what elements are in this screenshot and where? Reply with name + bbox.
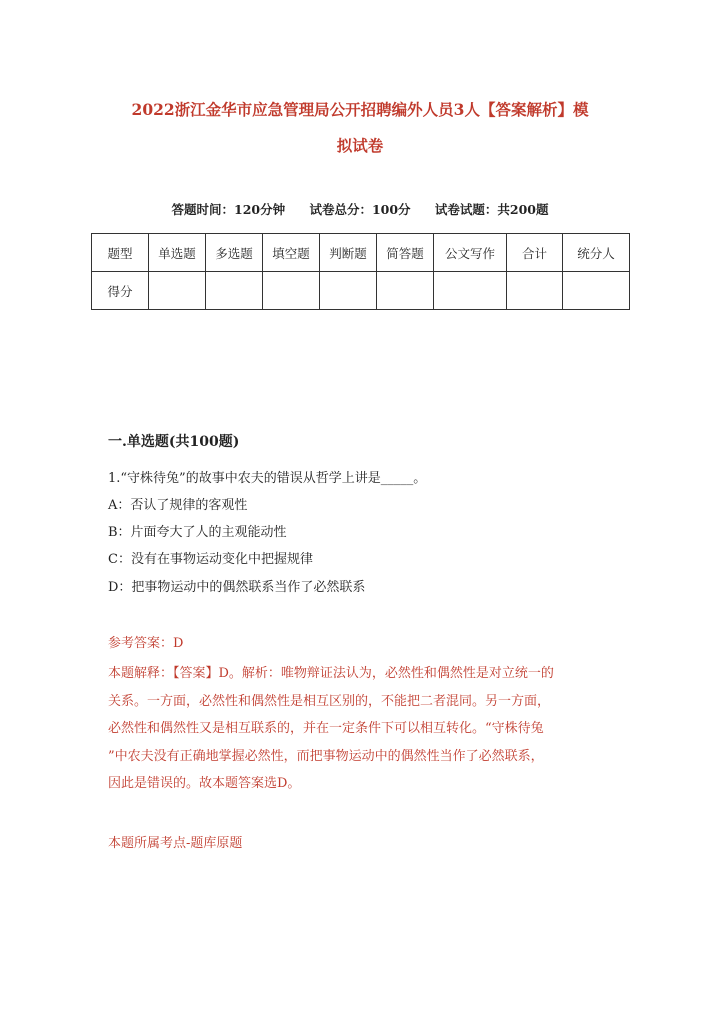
header-cell: 填空题 — [263, 234, 320, 272]
exam-time: 答题时间：120分钟 — [171, 202, 286, 217]
exam-total-score: 试卷总分：100分 — [309, 202, 411, 217]
score-cell — [263, 272, 320, 310]
score-table-header-row — [92, 234, 630, 272]
score-table — [91, 233, 630, 310]
question-stem: 1.“守株待兔”的故事中农夫的错误从哲学上讲是_____。 — [108, 471, 427, 486]
score-row-label: 得分 — [92, 272, 149, 310]
header-cell: 多选题 — [206, 234, 263, 272]
title-line-2: 拟试卷 — [336, 136, 384, 155]
section-title: 一.单选题(共100题) — [108, 434, 240, 450]
option-a: A：否认了规律的客观性 — [108, 498, 248, 513]
score-cell — [206, 272, 263, 310]
option-c: C：没有在事物运动变化中把握规律 — [108, 552, 313, 567]
score-cell — [320, 272, 377, 310]
explanation-line: 必然性和偶然性又是相互联系的，并在一定条件下可以相互转化。“守株待兔 — [108, 721, 544, 736]
explanation — [108, 660, 612, 798]
option-d: D：把事物运动中的偶然联系当作了必然联系 — [108, 580, 366, 595]
score-cell — [434, 272, 507, 310]
header-cell: 公文写作 — [434, 234, 507, 272]
explanation-line: 本题解释：【答案】D。解析：唯物辩证法认为，必然性和偶然性是对立统一的 — [108, 666, 554, 681]
option-b: B：片面夸大了人的主观能动性 — [108, 525, 287, 540]
header-cell: 简答题 — [377, 234, 434, 272]
score-table-score-row — [92, 272, 630, 310]
exam-question-count: 试卷试题：共200题 — [434, 202, 549, 217]
header-cell: 题型 — [92, 234, 149, 272]
header-cell: 单选题 — [149, 234, 206, 272]
header-cell: 统分人 — [563, 234, 630, 272]
explanation-line: 关系。一方面，必然性和偶然性是相互区别的，不能把二者混同。另一方面， — [108, 693, 551, 709]
score-cell — [507, 272, 563, 310]
score-cell — [149, 272, 206, 310]
exam-meta — [0, 200, 720, 218]
score-cell — [563, 272, 630, 310]
page-title — [90, 92, 630, 164]
header-cell: 判断题 — [320, 234, 377, 272]
reference-answer: 参考答案：D — [108, 636, 184, 651]
explanation-line: ”中农夫没有正确地掌握必然性，而把事物运动中的偶然性当作了必然联系， — [108, 748, 544, 764]
explanation-line: 因此是错误的。故本题答案选D。 — [108, 776, 301, 791]
question-source: 本题所属考点-题库原题 — [108, 836, 243, 851]
score-cell — [377, 272, 434, 310]
header-cell: 合计 — [507, 234, 563, 272]
title-line-1: 2022浙江金华市应急管理局公开招聘编外人员3人【答案解析】模 — [131, 100, 589, 119]
